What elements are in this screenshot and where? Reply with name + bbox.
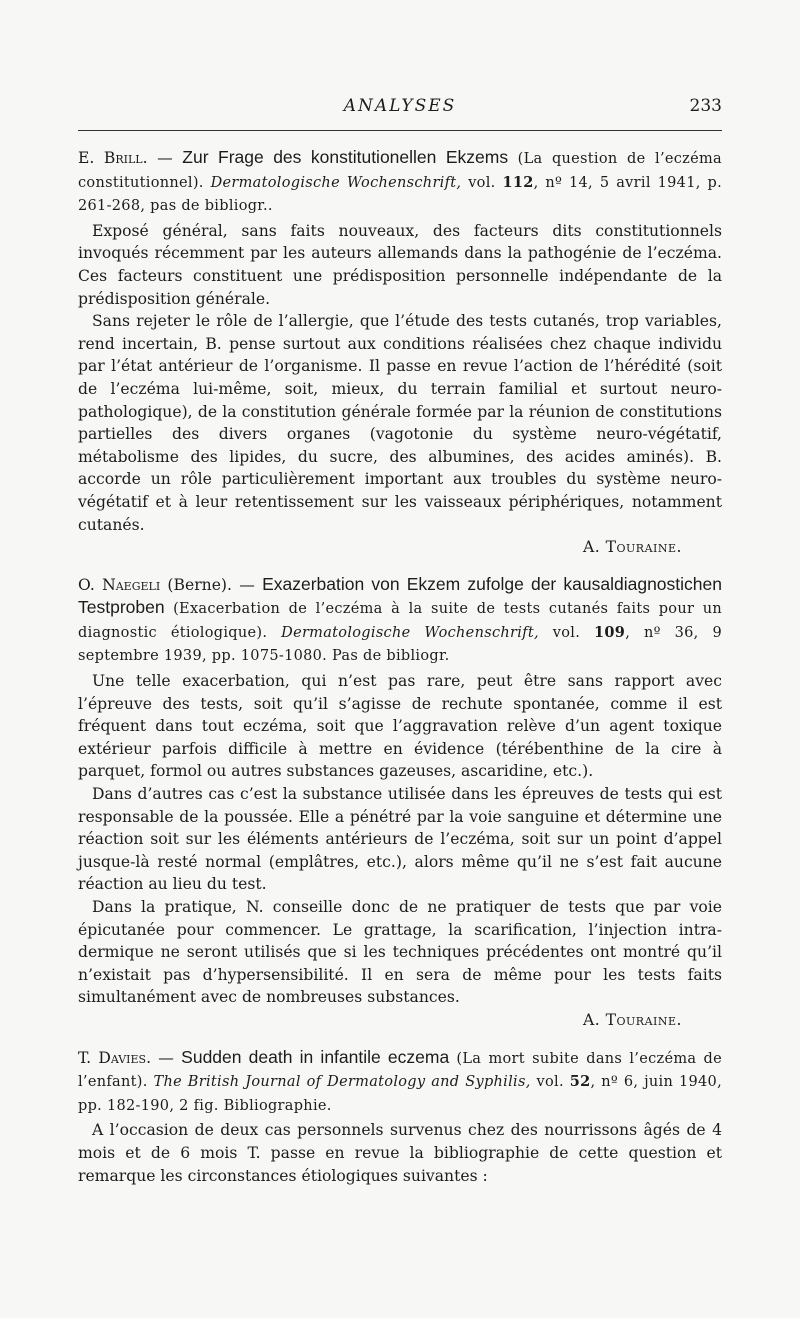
volume-number: 109 — [594, 623, 626, 641]
entry-paragraph: Une telle exacerbation, qui n’est pas rare, peut être sans rapport avec l’épreuve des tests, soit qu’il s’agisse de rechute spontanée, comme il est fréquent dans tout eczéma, soit que l’aggravation relève d’un agent toxique extérieur parfois difficile à mettre en évidence (térébenthine de la cire à parquet, formol ou autres substances gazeuses, ascaridine, etc.). — [78, 672, 722, 781]
running-title: ANALYSES — [343, 96, 457, 116]
volume-number: 52 — [569, 1073, 591, 1091]
entry-paragraph: Exposé général, sans faits nouveaux, des facteurs dits constitutionnels invoqués récemment par les auteurs allemands dans la pathogénie de l’eczéma. Ces facteurs constituent une prédisposition personnelle indépendante de la prédisposition générale. — [78, 221, 722, 308]
page-content — [78, 146, 722, 1187]
entry-paragraph: A l’occasion de deux cas personnels survenus chez des nourrissons âgés de 4 mois et de 6 mois T. passe en revue la bibliographie de cette question et remarque les circonstances étiologiques suivantes : — [78, 1121, 722, 1185]
entry-author: O. Naegeli — [78, 575, 161, 594]
entry-paragraph: Dans d’autres cas c’est la substance utilisée dans les épreuves de tests qui est responsable de la poussée. Elle a pénétré par la voie sanguine et détermine une réaction soit sur les éléments antérieurs de l’eczéma, soit sur un point d’appel jusque-là resté normal (emplâtres, etc.), alors même qu’il ne s’est fait aucune réaction au lieu du test. — [78, 785, 722, 894]
entry-paragraph: Dans la pratique, N. conseille donc de ne pratiquer de tests que par voie épicutanée pour commencer. Le grattage, la scarification, l’injection intra-dermique ne seront utilisés que si les techniques précédentes ont montré qu’il n’existait pas d’hypersensibilité. Il en sera de même pour les tests faits simultanément avec de nombreuses substances. — [78, 898, 722, 1007]
header-rule — [78, 130, 722, 131]
entry-author: T. Davies. — [78, 1048, 152, 1067]
entry-paragraph: Sans rejeter le rôle de l’allergie, que l’étude des tests cutanés, trop variables, rend incertain, B. pense surtout aux conditions réalisées chez chaque individu par l’état antérieur de l’organisme. Il passe en revue l’action de l’hérédité (soit de l’eczéma lui-même, soit, mieux, du terrain familial et surtout neuro-pathologique), de la constitution générale formée par la réunion de constitutions partielles des divers organes (vagotonie du système neuro-végétatif, métabolisme des lipides, du sucre, des albumines, des acides aminés). B. accorde un rôle particulièrement important aux troubles du système neuro-végétatif et à leur retentissement sur les vaisseaux périphériques, notamment cutanés. — [78, 312, 722, 534]
entry-author: E. Brill. — [78, 149, 148, 167]
entry-heading: O. Naegeli (Berne). — Exazerbation von Ekzem zufolge der kausaldiagnostichen Testproben (Exacerbation de l’eczéma à la suite de tests cutanés faits pour un diagnostic étiologique). Dermatologische Wochenschrift, vol. 109, nº 36, 9 septembre 1939, pp. 1075-1080. Pas de bibliogr. — [78, 573, 722, 665]
review-entry — [78, 1046, 722, 1188]
entry-signature: A. Touraine. — [582, 538, 682, 557]
entry-title: Exazerbation von Ekzem zufolge der kausaldiagnostichen Testproben — [78, 573, 722, 618]
entry-signature: A. Touraine. — [582, 1010, 682, 1029]
entry-heading: E. Brill. — Zur Frage des konstitutionellen Ekzems (La question de l’eczéma constitutionnel). Dermatologische Wochenschrift, vol. 112, nº 14, 5 avril 1941, p. 261-268, pas de bibliogr.. — [78, 147, 722, 215]
volume-number: 112 — [502, 173, 534, 191]
review-entry — [78, 146, 722, 559]
entry-heading: T. Davies. — Sudden death in infantile eczema (La mort subite dans l’eczéma de l’enfant). The British Journal of Dermatology and Syphilis, vol. 52, nº 6, juin 1940, pp. 182-190, 2 fig. Bibliographie. — [78, 1046, 723, 1114]
entry-title: Zur Frage des konstitutionellen Ekzems — [182, 147, 509, 167]
page-header — [78, 96, 722, 124]
journal-name: Dermatologische Wochenschrift, — [281, 624, 539, 641]
journal-name: Dermatologische Wochenschrift, — [210, 174, 462, 191]
review-entry — [78, 573, 722, 1032]
entry-title: Sudden death in infantile eczema — [181, 1046, 450, 1067]
journal-name: The British Journal of Dermatology and Syphilis, — [153, 1074, 531, 1091]
page-number: 233 — [689, 96, 722, 116]
